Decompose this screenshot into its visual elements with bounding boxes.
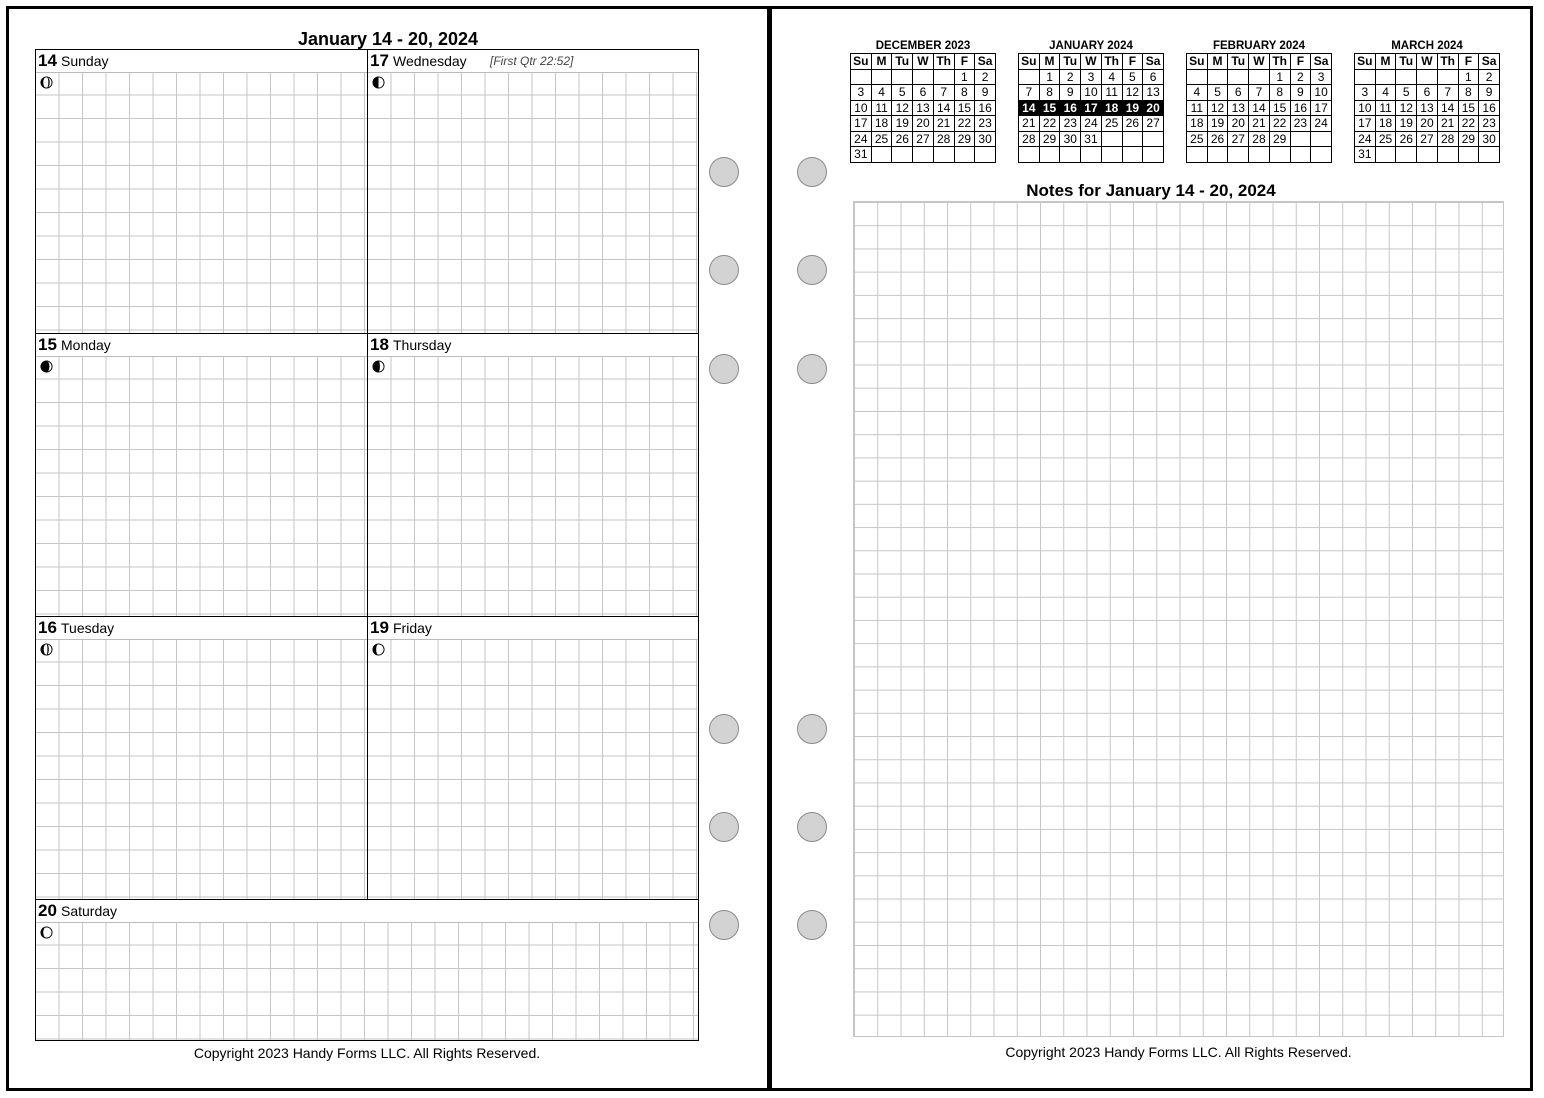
binder-hole bbox=[709, 910, 739, 940]
calendar-day-cell: 25 bbox=[1187, 131, 1208, 147]
calendar-day-cell: 6 bbox=[913, 85, 934, 101]
calendar-empty-cell bbox=[1417, 69, 1438, 85]
day-number: 18 bbox=[370, 335, 389, 354]
calendar-day-cell: 26 bbox=[1396, 131, 1417, 147]
binder-hole bbox=[797, 812, 827, 842]
calendar-day-cell: 10 bbox=[851, 100, 872, 116]
calendar-empty-cell bbox=[1311, 147, 1332, 163]
calendar-day-cell: 15 bbox=[1269, 100, 1290, 116]
calendar-day-cell: 10 bbox=[1081, 85, 1102, 101]
calendar-empty-cell bbox=[871, 69, 892, 85]
calendar-day-cell: 20 bbox=[1143, 100, 1164, 116]
calendar-week-row bbox=[1187, 85, 1332, 101]
calendar-day-cell: 29 bbox=[954, 131, 975, 147]
calendar-day-cell: 22 bbox=[1039, 116, 1060, 132]
calendar-empty-cell bbox=[1249, 69, 1270, 85]
weekday-header: Th bbox=[1101, 54, 1122, 70]
calendar-day-cell: 24 bbox=[1311, 116, 1332, 132]
calendar-day-cell: 21 bbox=[1249, 116, 1270, 132]
mini-calendar-grid bbox=[1354, 53, 1500, 163]
calendar-empty-cell bbox=[1479, 147, 1500, 163]
calendar-empty-cell bbox=[1228, 147, 1249, 163]
calendar-day-cell: 29 bbox=[1269, 131, 1290, 147]
calendar-week-row bbox=[851, 147, 996, 163]
binder-hole bbox=[797, 714, 827, 744]
mini-calendar-grid bbox=[1018, 53, 1164, 163]
calendar-empty-cell bbox=[1187, 69, 1208, 85]
calendar-week-row bbox=[851, 131, 996, 147]
calendar-day-cell: 18 bbox=[1101, 100, 1122, 116]
calendar-day-cell: 3 bbox=[1081, 69, 1102, 85]
calendar-week-row bbox=[851, 69, 996, 85]
weekday-header: M bbox=[1039, 54, 1060, 70]
day-number: 17 bbox=[370, 51, 389, 70]
calendar-empty-cell bbox=[975, 147, 996, 163]
weekday-header: Sa bbox=[1143, 54, 1164, 70]
calendar-empty-cell bbox=[1101, 147, 1122, 163]
waning-crescent-icon bbox=[40, 360, 53, 373]
calendar-day-cell: 6 bbox=[1417, 85, 1438, 101]
day-box-monday[interactable] bbox=[35, 333, 368, 618]
day-name: Thursday bbox=[393, 337, 452, 353]
calendar-day-cell: 24 bbox=[851, 131, 872, 147]
calendar-empty-cell bbox=[1437, 147, 1458, 163]
mini-calendar-title: MARCH 2024 bbox=[1391, 40, 1463, 52]
calendar-empty-cell bbox=[1019, 69, 1040, 85]
calendar-day-cell: 23 bbox=[1060, 116, 1081, 132]
calendar-week-row bbox=[1355, 100, 1500, 116]
calendar-day-cell: 1 bbox=[1039, 69, 1060, 85]
calendar-day-cell: 23 bbox=[975, 116, 996, 132]
calendar-empty-cell bbox=[933, 147, 954, 163]
calendar-empty-cell bbox=[1207, 147, 1228, 163]
calendar-day-cell: 11 bbox=[1375, 100, 1396, 116]
calendar-day-cell: 15 bbox=[1458, 100, 1479, 116]
calendar-day-cell: 1 bbox=[954, 69, 975, 85]
calendar-day-cell: 10 bbox=[1311, 85, 1332, 101]
calendar-empty-cell bbox=[1437, 69, 1458, 85]
weekday-header: F bbox=[1290, 54, 1311, 70]
day-number: 16 bbox=[38, 618, 57, 637]
weekday-header: Su bbox=[1187, 54, 1208, 70]
notes-title: Notes for January 14 - 20, 2024 bbox=[1026, 181, 1276, 200]
weekday-header: Sa bbox=[975, 54, 996, 70]
calendar-day-cell: 19 bbox=[892, 116, 913, 132]
day-name: Tuesday bbox=[61, 620, 115, 636]
calendar-day-cell: 3 bbox=[1311, 69, 1332, 85]
calendar-empty-cell bbox=[1187, 147, 1208, 163]
calendar-day-cell: 4 bbox=[1375, 85, 1396, 101]
calendar-day-cell: 20 bbox=[1228, 116, 1249, 132]
calendar-day-cell: 6 bbox=[1228, 85, 1249, 101]
day-box-tuesday[interactable] bbox=[35, 616, 368, 901]
calendar-day-cell: 27 bbox=[1228, 131, 1249, 147]
calendar-day-cell: 13 bbox=[1417, 100, 1438, 116]
weekday-header: M bbox=[871, 54, 892, 70]
calendar-empty-cell bbox=[933, 69, 954, 85]
calendar-day-cell: 9 bbox=[1060, 85, 1081, 101]
weekday-header: Th bbox=[933, 54, 954, 70]
calendar-empty-cell bbox=[1143, 131, 1164, 147]
day-name: Sunday bbox=[61, 53, 109, 69]
calendar-week-row bbox=[1019, 131, 1164, 147]
mini-calendar-january-2024 bbox=[1018, 39, 1164, 163]
calendar-day-cell: 7 bbox=[1437, 85, 1458, 101]
calendar-day-cell: 30 bbox=[1060, 131, 1081, 147]
weekday-header: W bbox=[1249, 54, 1270, 70]
calendar-empty-cell bbox=[1355, 69, 1376, 85]
calendar-empty-cell bbox=[1269, 147, 1290, 163]
calendar-day-cell: 15 bbox=[954, 100, 975, 116]
binder-hole bbox=[797, 255, 827, 285]
calendar-day-cell: 5 bbox=[892, 85, 913, 101]
calendar-week-row bbox=[1187, 147, 1332, 163]
calendar-day-cell: 23 bbox=[1290, 116, 1311, 132]
weekday-header: F bbox=[1458, 54, 1479, 70]
calendar-empty-cell bbox=[1122, 147, 1143, 163]
calendar-day-cell: 22 bbox=[1458, 116, 1479, 132]
weekday-header: M bbox=[1207, 54, 1228, 70]
binder-hole bbox=[709, 714, 739, 744]
calendar-day-cell: 19 bbox=[1122, 100, 1143, 116]
calendar-day-cell: 20 bbox=[1417, 116, 1438, 132]
calendar-empty-cell bbox=[1039, 147, 1060, 163]
calendar-day-cell: 25 bbox=[1101, 116, 1122, 132]
calendar-empty-cell bbox=[1060, 147, 1081, 163]
calendar-day-cell: 31 bbox=[1081, 131, 1102, 147]
calendar-day-cell: 22 bbox=[1269, 116, 1290, 132]
calendar-day-cell: 21 bbox=[933, 116, 954, 132]
calendar-day-cell: 10 bbox=[1355, 100, 1376, 116]
calendar-day-cell: 18 bbox=[1375, 116, 1396, 132]
calendar-day-cell: 17 bbox=[1311, 100, 1332, 116]
mini-calendar-title: DECEMBER 2023 bbox=[875, 40, 971, 52]
calendar-day-cell: 27 bbox=[1417, 131, 1438, 147]
weekday-header: Tu bbox=[892, 54, 913, 70]
day-number: 20 bbox=[38, 901, 57, 920]
weekday-header: F bbox=[954, 54, 975, 70]
calendar-week-row bbox=[1187, 116, 1332, 132]
calendar-empty-cell bbox=[1207, 69, 1228, 85]
day-number: 14 bbox=[38, 51, 57, 70]
calendar-day-cell: 23 bbox=[1479, 116, 1500, 132]
mini-calendar-grid bbox=[1186, 53, 1332, 163]
waxing-gibbous-icon bbox=[40, 926, 53, 939]
calendar-day-cell: 20 bbox=[913, 116, 934, 132]
day-name: Friday bbox=[393, 620, 432, 636]
calendar-empty-cell bbox=[1249, 147, 1270, 163]
calendar-day-cell: 4 bbox=[871, 85, 892, 101]
calendar-day-cell: 24 bbox=[1355, 131, 1376, 147]
day-number: 19 bbox=[370, 618, 389, 637]
calendar-day-cell: 13 bbox=[1143, 85, 1164, 101]
waning-crescent-icon bbox=[40, 643, 53, 656]
calendar-day-cell: 16 bbox=[1479, 100, 1500, 116]
calendar-week-row bbox=[1019, 69, 1164, 85]
week-title: January 14 - 20, 2024 bbox=[297, 29, 479, 49]
calendar-day-cell: 14 bbox=[933, 100, 954, 116]
calendar-day-cell: 8 bbox=[1269, 85, 1290, 101]
calendar-week-row bbox=[1019, 116, 1164, 132]
weekday-header: Tu bbox=[1060, 54, 1081, 70]
calendar-day-cell: 2 bbox=[1060, 69, 1081, 85]
calendar-week-row bbox=[1187, 131, 1332, 147]
calendar-day-cell: 12 bbox=[1122, 85, 1143, 101]
calendar-empty-cell bbox=[913, 69, 934, 85]
calendar-week-row bbox=[1187, 69, 1332, 85]
calendar-week-row bbox=[1355, 85, 1500, 101]
calendar-week-row bbox=[1019, 85, 1164, 101]
right-notes-page bbox=[769, 6, 1533, 1091]
calendar-day-cell: 21 bbox=[1019, 116, 1040, 132]
calendar-day-cell: 9 bbox=[1479, 85, 1500, 101]
calendar-week-row bbox=[1355, 147, 1500, 163]
left-planner-page bbox=[6, 6, 770, 1091]
day-header bbox=[36, 334, 367, 357]
calendar-empty-cell bbox=[913, 147, 934, 163]
calendar-empty-cell bbox=[1458, 147, 1479, 163]
weekday-header: Tu bbox=[1228, 54, 1249, 70]
calendar-day-cell: 2 bbox=[1290, 69, 1311, 85]
calendar-empty-cell bbox=[892, 69, 913, 85]
day-number: 15 bbox=[38, 335, 57, 354]
calendar-empty-cell bbox=[954, 147, 975, 163]
calendar-day-cell: 13 bbox=[913, 100, 934, 116]
calendar-week-row bbox=[1355, 131, 1500, 147]
weekday-header: M bbox=[1375, 54, 1396, 70]
calendar-week-row bbox=[851, 116, 996, 132]
mini-calendar-title: FEBRUARY 2024 bbox=[1212, 40, 1306, 52]
weekday-header: Th bbox=[1269, 54, 1290, 70]
calendar-day-cell: 8 bbox=[1039, 85, 1060, 101]
calendar-day-cell: 25 bbox=[1375, 131, 1396, 147]
calendar-empty-cell bbox=[1311, 131, 1332, 147]
day-header bbox=[36, 617, 367, 640]
day-header bbox=[368, 334, 698, 357]
calendar-day-cell: 12 bbox=[1207, 100, 1228, 116]
day-header bbox=[368, 50, 698, 73]
calendar-day-cell: 15 bbox=[1039, 100, 1060, 116]
calendar-day-cell: 31 bbox=[1355, 147, 1376, 163]
first-quarter-icon bbox=[372, 360, 385, 373]
calendar-day-cell: 14 bbox=[1437, 100, 1458, 116]
weekday-header: Su bbox=[851, 54, 872, 70]
calendar-day-cell: 21 bbox=[1437, 116, 1458, 132]
weekday-header: Su bbox=[1355, 54, 1376, 70]
day-box-saturday[interactable] bbox=[35, 899, 699, 1041]
calendar-day-cell: 4 bbox=[1187, 85, 1208, 101]
calendar-day-cell: 24 bbox=[1081, 116, 1102, 132]
day-box-friday[interactable] bbox=[367, 616, 699, 901]
calendar-week-row bbox=[1355, 69, 1500, 85]
first-quarter-icon bbox=[372, 76, 385, 89]
calendar-day-cell: 30 bbox=[1479, 131, 1500, 147]
calendar-day-cell: 16 bbox=[975, 100, 996, 116]
waning-crescent-icon bbox=[40, 76, 53, 89]
calendar-day-cell: 2 bbox=[1479, 69, 1500, 85]
day-box-wednesday[interactable] bbox=[367, 49, 699, 334]
calendar-day-cell: 26 bbox=[1122, 116, 1143, 132]
calendar-empty-cell bbox=[1375, 69, 1396, 85]
calendar-day-cell: 5 bbox=[1122, 69, 1143, 85]
calendar-empty-cell bbox=[1081, 147, 1102, 163]
calendar-week-row bbox=[1187, 100, 1332, 116]
calendar-day-cell: 28 bbox=[1437, 131, 1458, 147]
calendar-empty-cell bbox=[892, 147, 913, 163]
day-header bbox=[36, 50, 367, 73]
calendar-day-cell: 7 bbox=[1019, 85, 1040, 101]
calendar-day-cell: 9 bbox=[975, 85, 996, 101]
calendar-empty-cell bbox=[851, 69, 872, 85]
calendar-day-cell: 22 bbox=[954, 116, 975, 132]
calendar-week-row bbox=[851, 100, 996, 116]
calendar-day-cell: 11 bbox=[871, 100, 892, 116]
binder-hole bbox=[797, 910, 827, 940]
mini-calendar-grid bbox=[850, 53, 996, 163]
calendar-day-cell: 16 bbox=[1290, 100, 1311, 116]
calendar-empty-cell bbox=[1290, 147, 1311, 163]
weekday-header: Su bbox=[1019, 54, 1040, 70]
calendar-day-cell: 14 bbox=[1019, 100, 1040, 116]
calendar-day-cell: 28 bbox=[1249, 131, 1270, 147]
calendar-day-cell: 25 bbox=[871, 131, 892, 147]
day-name: Saturday bbox=[61, 903, 118, 919]
weekday-header: W bbox=[1081, 54, 1102, 70]
calendar-empty-cell bbox=[1101, 131, 1122, 147]
calendar-day-cell: 3 bbox=[1355, 85, 1376, 101]
calendar-day-cell: 6 bbox=[1143, 69, 1164, 85]
calendar-day-cell: 7 bbox=[1249, 85, 1270, 101]
binder-hole bbox=[709, 255, 739, 285]
calendar-day-cell: 14 bbox=[1249, 100, 1270, 116]
calendar-day-cell: 8 bbox=[954, 85, 975, 101]
calendar-empty-cell bbox=[1290, 131, 1311, 147]
calendar-empty-cell bbox=[1375, 147, 1396, 163]
mini-calendar-december-2023 bbox=[850, 39, 996, 163]
calendar-day-cell: 18 bbox=[871, 116, 892, 132]
waxing-gibbous-icon bbox=[372, 643, 385, 656]
calendar-day-cell: 5 bbox=[1207, 85, 1228, 101]
calendar-empty-cell bbox=[1396, 69, 1417, 85]
calendar-day-cell: 17 bbox=[1355, 116, 1376, 132]
calendar-day-cell: 9 bbox=[1290, 85, 1311, 101]
calendar-day-cell: 31 bbox=[851, 147, 872, 163]
mini-calendar-february-2024 bbox=[1186, 39, 1332, 163]
mini-calendar-title: JANUARY 2024 bbox=[1049, 40, 1133, 52]
binder-hole bbox=[797, 354, 827, 384]
calendar-week-row bbox=[1355, 116, 1500, 132]
calendar-day-cell: 11 bbox=[1187, 100, 1208, 116]
calendar-day-cell: 19 bbox=[1207, 116, 1228, 132]
calendar-day-cell: 27 bbox=[1143, 116, 1164, 132]
calendar-empty-cell bbox=[1122, 131, 1143, 147]
calendar-day-cell: 11 bbox=[1101, 85, 1122, 101]
weekday-header: W bbox=[913, 54, 934, 70]
binder-hole bbox=[709, 812, 739, 842]
calendar-day-cell: 1 bbox=[1458, 69, 1479, 85]
day-name: Wednesday bbox=[393, 53, 467, 69]
notes-grid[interactable] bbox=[853, 201, 1504, 1037]
calendar-day-cell: 13 bbox=[1228, 100, 1249, 116]
copyright-text: Copyright 2023 Handy Forms LLC. All Rights Reserved. bbox=[193, 1045, 541, 1061]
calendar-day-cell: 1 bbox=[1269, 69, 1290, 85]
weekday-header: Tu bbox=[1396, 54, 1417, 70]
calendar-week-row bbox=[851, 85, 996, 101]
calendar-day-cell: 12 bbox=[892, 100, 913, 116]
calendar-empty-cell bbox=[1396, 147, 1417, 163]
calendar-day-cell: 28 bbox=[1019, 131, 1040, 147]
calendar-day-cell: 26 bbox=[1207, 131, 1228, 147]
calendar-day-cell: 4 bbox=[1101, 69, 1122, 85]
copyright-text: Copyright 2023 Handy Forms LLC. All Rights Reserved. bbox=[1005, 1044, 1352, 1060]
calendar-empty-cell bbox=[1417, 147, 1438, 163]
calendar-day-cell: 19 bbox=[1396, 116, 1417, 132]
calendar-week-row bbox=[1019, 100, 1164, 116]
calendar-empty-cell bbox=[1228, 69, 1249, 85]
weekday-header: Sa bbox=[1311, 54, 1332, 70]
calendar-day-cell: 29 bbox=[1039, 131, 1060, 147]
day-box-thursday[interactable] bbox=[367, 333, 699, 618]
calendar-day-cell: 18 bbox=[1187, 116, 1208, 132]
calendar-day-cell: 12 bbox=[1396, 100, 1417, 116]
calendar-day-cell: 30 bbox=[975, 131, 996, 147]
weekday-header: F bbox=[1122, 54, 1143, 70]
calendar-day-cell: 29 bbox=[1458, 131, 1479, 147]
weekday-header: Sa bbox=[1479, 54, 1500, 70]
calendar-day-cell: 17 bbox=[851, 116, 872, 132]
day-header bbox=[368, 617, 698, 640]
day-name: Monday bbox=[61, 337, 111, 353]
weekday-header: W bbox=[1417, 54, 1438, 70]
calendar-day-cell: 28 bbox=[933, 131, 954, 147]
binder-hole bbox=[709, 157, 739, 187]
day-box-sunday[interactable] bbox=[35, 49, 368, 334]
binder-hole bbox=[709, 354, 739, 384]
calendar-day-cell: 7 bbox=[933, 85, 954, 101]
calendar-day-cell: 5 bbox=[1396, 85, 1417, 101]
weekday-header: Th bbox=[1437, 54, 1458, 70]
calendar-day-cell: 27 bbox=[913, 131, 934, 147]
calendar-week-row bbox=[1019, 147, 1164, 163]
calendar-empty-cell bbox=[1019, 147, 1040, 163]
calendar-day-cell: 8 bbox=[1458, 85, 1479, 101]
calendar-day-cell: 17 bbox=[1081, 100, 1102, 116]
moon-phase-note: [First Qtr 22:52] bbox=[490, 54, 574, 68]
calendar-day-cell: 26 bbox=[892, 131, 913, 147]
calendar-empty-cell bbox=[1143, 147, 1164, 163]
calendar-day-cell: 2 bbox=[975, 69, 996, 85]
calendar-day-cell: 16 bbox=[1060, 100, 1081, 116]
day-header bbox=[36, 900, 698, 923]
calendar-day-cell: 3 bbox=[851, 85, 872, 101]
mini-calendar-march-2024 bbox=[1354, 39, 1500, 163]
calendar-empty-cell bbox=[871, 147, 892, 163]
